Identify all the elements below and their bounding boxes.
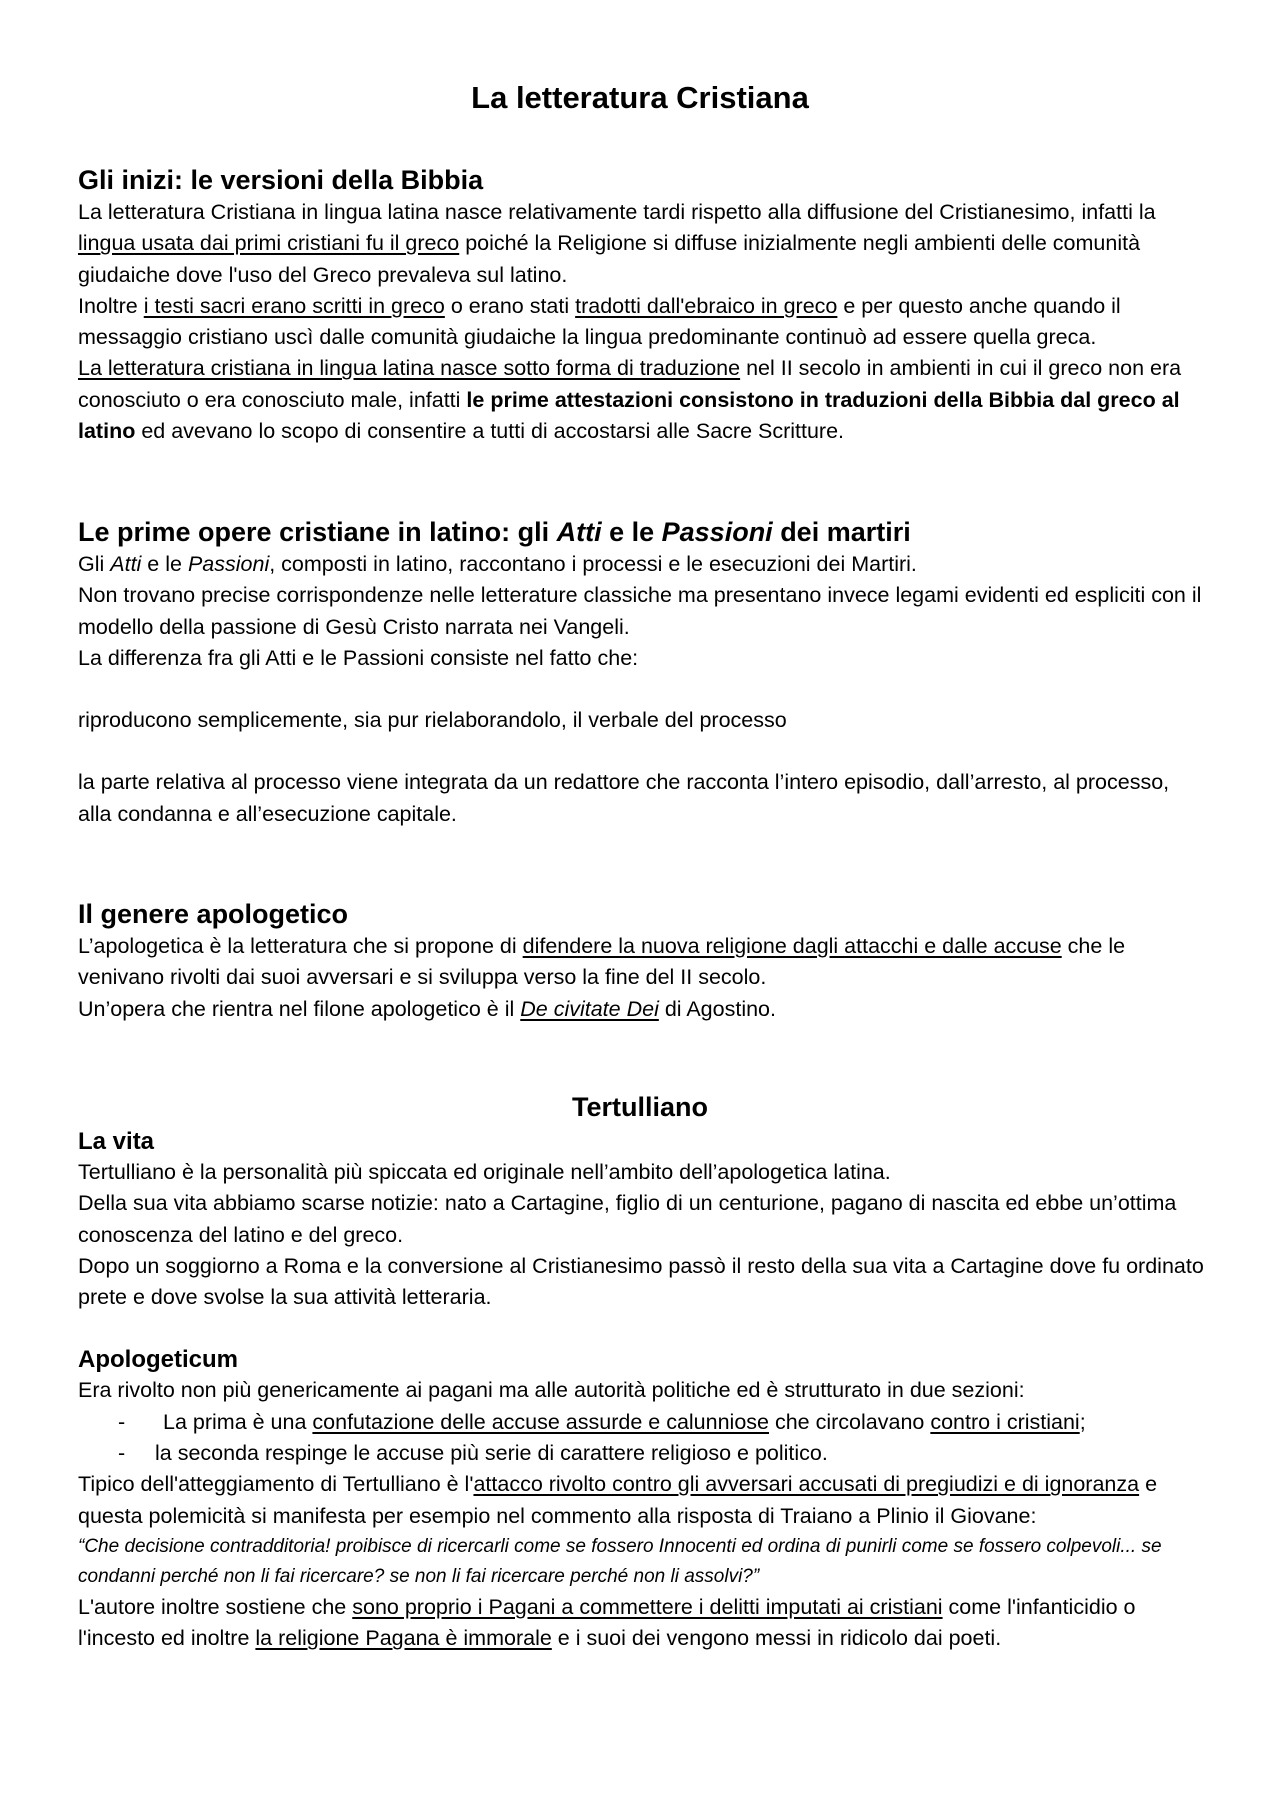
dash-bullet: - (118, 1409, 126, 1434)
text: L’apologetica è la letteratura che si propone di (78, 934, 523, 958)
paragraph (78, 291, 1208, 354)
underlined-text: la religione Pagana è immorale (255, 1626, 552, 1651)
text: poiché la Religione si diffuse inizialmente negli ambienti delle comunità giudaiche dove l'uso del Greco prevaleva sul latino. (78, 231, 1141, 287)
paragraph: Era rivolto non più genericamente ai pagani ma alle autorità politiche ed è strutturato in due sezioni: (78, 1378, 1025, 1403)
text: La prima è una (163, 1409, 313, 1434)
paragraph (78, 353, 1208, 447)
text: L'autore inoltre sostiene che (78, 1594, 353, 1619)
text: Tipico dell'atteggiamento di Tertulliano è l' (78, 1472, 474, 1497)
bullet-list (78, 1407, 1208, 1470)
underlined-text: lingua usata dai primi cristiani fu il greco (78, 231, 460, 256)
text: e i suoi dei vengono messi in ridicolo dai poeti. (551, 1626, 1002, 1651)
paragraph (78, 994, 1208, 1025)
section-heading: Il genere apologetico (78, 899, 349, 929)
text: ed avevano lo scopo di consentire a tutti di accostarsi alle Sacre Scritture. (135, 419, 845, 444)
subsection-heading: Apologeticum (78, 1346, 238, 1374)
list-item-text: la seconda respinge le accuse più serie di carattere religioso e politico. (155, 1441, 828, 1466)
section-heading: Gli inizi: le versioni della Bibbia (78, 165, 484, 195)
text: Inoltre (78, 293, 144, 318)
paragraph: Tertulliano è la personalità più spiccata ed originale nell’ambito dell’apologetica latina. (78, 1160, 891, 1184)
section-atti-passioni (78, 515, 1208, 830)
bold-text: le prime attestazioni consistono in traduzioni della Bibbia dal greco al latino (78, 387, 1180, 444)
text: , composti in latino, raccontano i processi e le esecuzioni dei Martiri. (269, 552, 917, 576)
underlined-text: contro i cristiani (930, 1409, 1080, 1434)
text: e questa polemicità si manifesta per esempio nel commento alla risposta di Traiano a Plinio il Giovane: (78, 1472, 1158, 1528)
text: e le (141, 552, 188, 576)
italic-text: De civitate Dei (520, 996, 659, 1021)
paragraph (78, 197, 1208, 291)
text: e le (601, 517, 662, 547)
section-apologetico (78, 897, 1208, 1025)
list-item (78, 1407, 1208, 1438)
text: nel II secolo in ambienti in cui il greco non era conosciuto o era conosciuto male, infatti (78, 356, 1182, 412)
paragraph: Dopo un soggiorno a Roma e la conversione al Cristianesimo passò il resto della sua vita a Cartagine dove fu ordinato prete e dove svolse la sua attività letteraria. (78, 1253, 1204, 1310)
subsection-heading: La vita (78, 1128, 155, 1155)
underlined-text: sono proprio i Pagani a commettere i delitti imputati ai cristiani (352, 1594, 943, 1619)
paragraph (78, 931, 1208, 994)
text: La letteratura Cristiana in lingua latina nasce relativamente tardi rispetto alla diffusione del Cristianesimo, infatti la (78, 200, 1156, 224)
paragraph (78, 549, 1208, 580)
underlined-text: La letteratura cristiana in lingua latina nasce sotto forma di traduzione (78, 356, 741, 381)
text: ; (1079, 1409, 1086, 1434)
text: dei martiri (772, 517, 911, 547)
text: Un’opera che rientra nel filone apologetico è il (78, 996, 521, 1021)
section-heading (78, 515, 1208, 549)
paragraph (78, 1592, 1208, 1655)
italic-text: Atti (110, 552, 142, 576)
section-heading-tertulliano: Tertulliano (571, 1092, 708, 1122)
paragraph: Della sua vita abbiamo scarse notizie: nato a Cartagine, figlio di un centurione, pagano di nascita ed ebbe un’ottima conoscenza del latino e del greco. (78, 1191, 1177, 1247)
paragraph: La differenza fra gli Atti e le Passioni consiste nel fatto che: (78, 645, 639, 670)
text: e per questo anche quando il messaggio cristiano uscì dalle comunità giudaiche la lingua predominante continuò ad essere quella greca. (78, 293, 1121, 350)
underlined-text: tradotti dall'ebraico in greco (575, 293, 838, 318)
paragraph: Non trovano precise corrispondenze nelle letterature classiche ma presentano invece legami evidenti ed espliciti con il modello della passione di Gesù Cristo narrata nei Vangeli. (78, 583, 1202, 639)
text: che le venivano rivolti dai suoi avversari e si sviluppa verso la fine del II secolo. (78, 934, 1126, 990)
text: Gli (78, 552, 111, 576)
underlined-text: i testi sacri erano scritti in greco (143, 293, 445, 318)
text: Le prime opere cristiane in latino: gli (78, 517, 557, 547)
list-item (78, 1438, 1208, 1469)
paragraph (78, 1469, 1208, 1532)
underlined-text: confutazione delle accuse assurde e calunniose (312, 1409, 769, 1434)
text: o erano stati (444, 293, 576, 318)
text: come l'infanticidio o l'incesto ed inoltre (78, 1594, 1136, 1651)
document-title: La letteratura Cristiana (471, 80, 809, 115)
italic-text: Atti (556, 517, 602, 547)
paragraph: la parte relativa al processo viene integrata da un redattore che racconta l’intero episodio, dall’arresto, al processo, alla condanna e all’esecuzione capitale. (78, 770, 1170, 826)
text: che circolavano (769, 1409, 931, 1434)
underlined-italic-text (520, 997, 659, 1021)
paragraph: riproducono semplicemente, sia pur rielaborandolo, il verbale del processo (78, 708, 787, 733)
section-bibbia (78, 163, 1208, 447)
dash-bullet: - (118, 1441, 126, 1466)
italic-text: Passioni (187, 552, 270, 576)
underlined-text: difendere la nuova religione dagli attacchi e dalle accuse (522, 934, 1062, 958)
italic-text: Passioni (661, 517, 773, 547)
underlined-text: attacco rivolto contro gli avversari accusati di pregiudizi e di ignoranza (473, 1472, 1140, 1497)
list-item-text (78, 1407, 1208, 1438)
text: di Agostino. (658, 996, 776, 1021)
quote: “Che decisione contradditoria! proibisce di ricercarli come se fossero Innocenti ed ordina di punirli come se fossero colpevoli... se condanni perché non li fai ricercare? se non li fai ricercare perché non li assolvi?” (78, 1535, 1162, 1587)
section-tertulliano (78, 1126, 1208, 1655)
